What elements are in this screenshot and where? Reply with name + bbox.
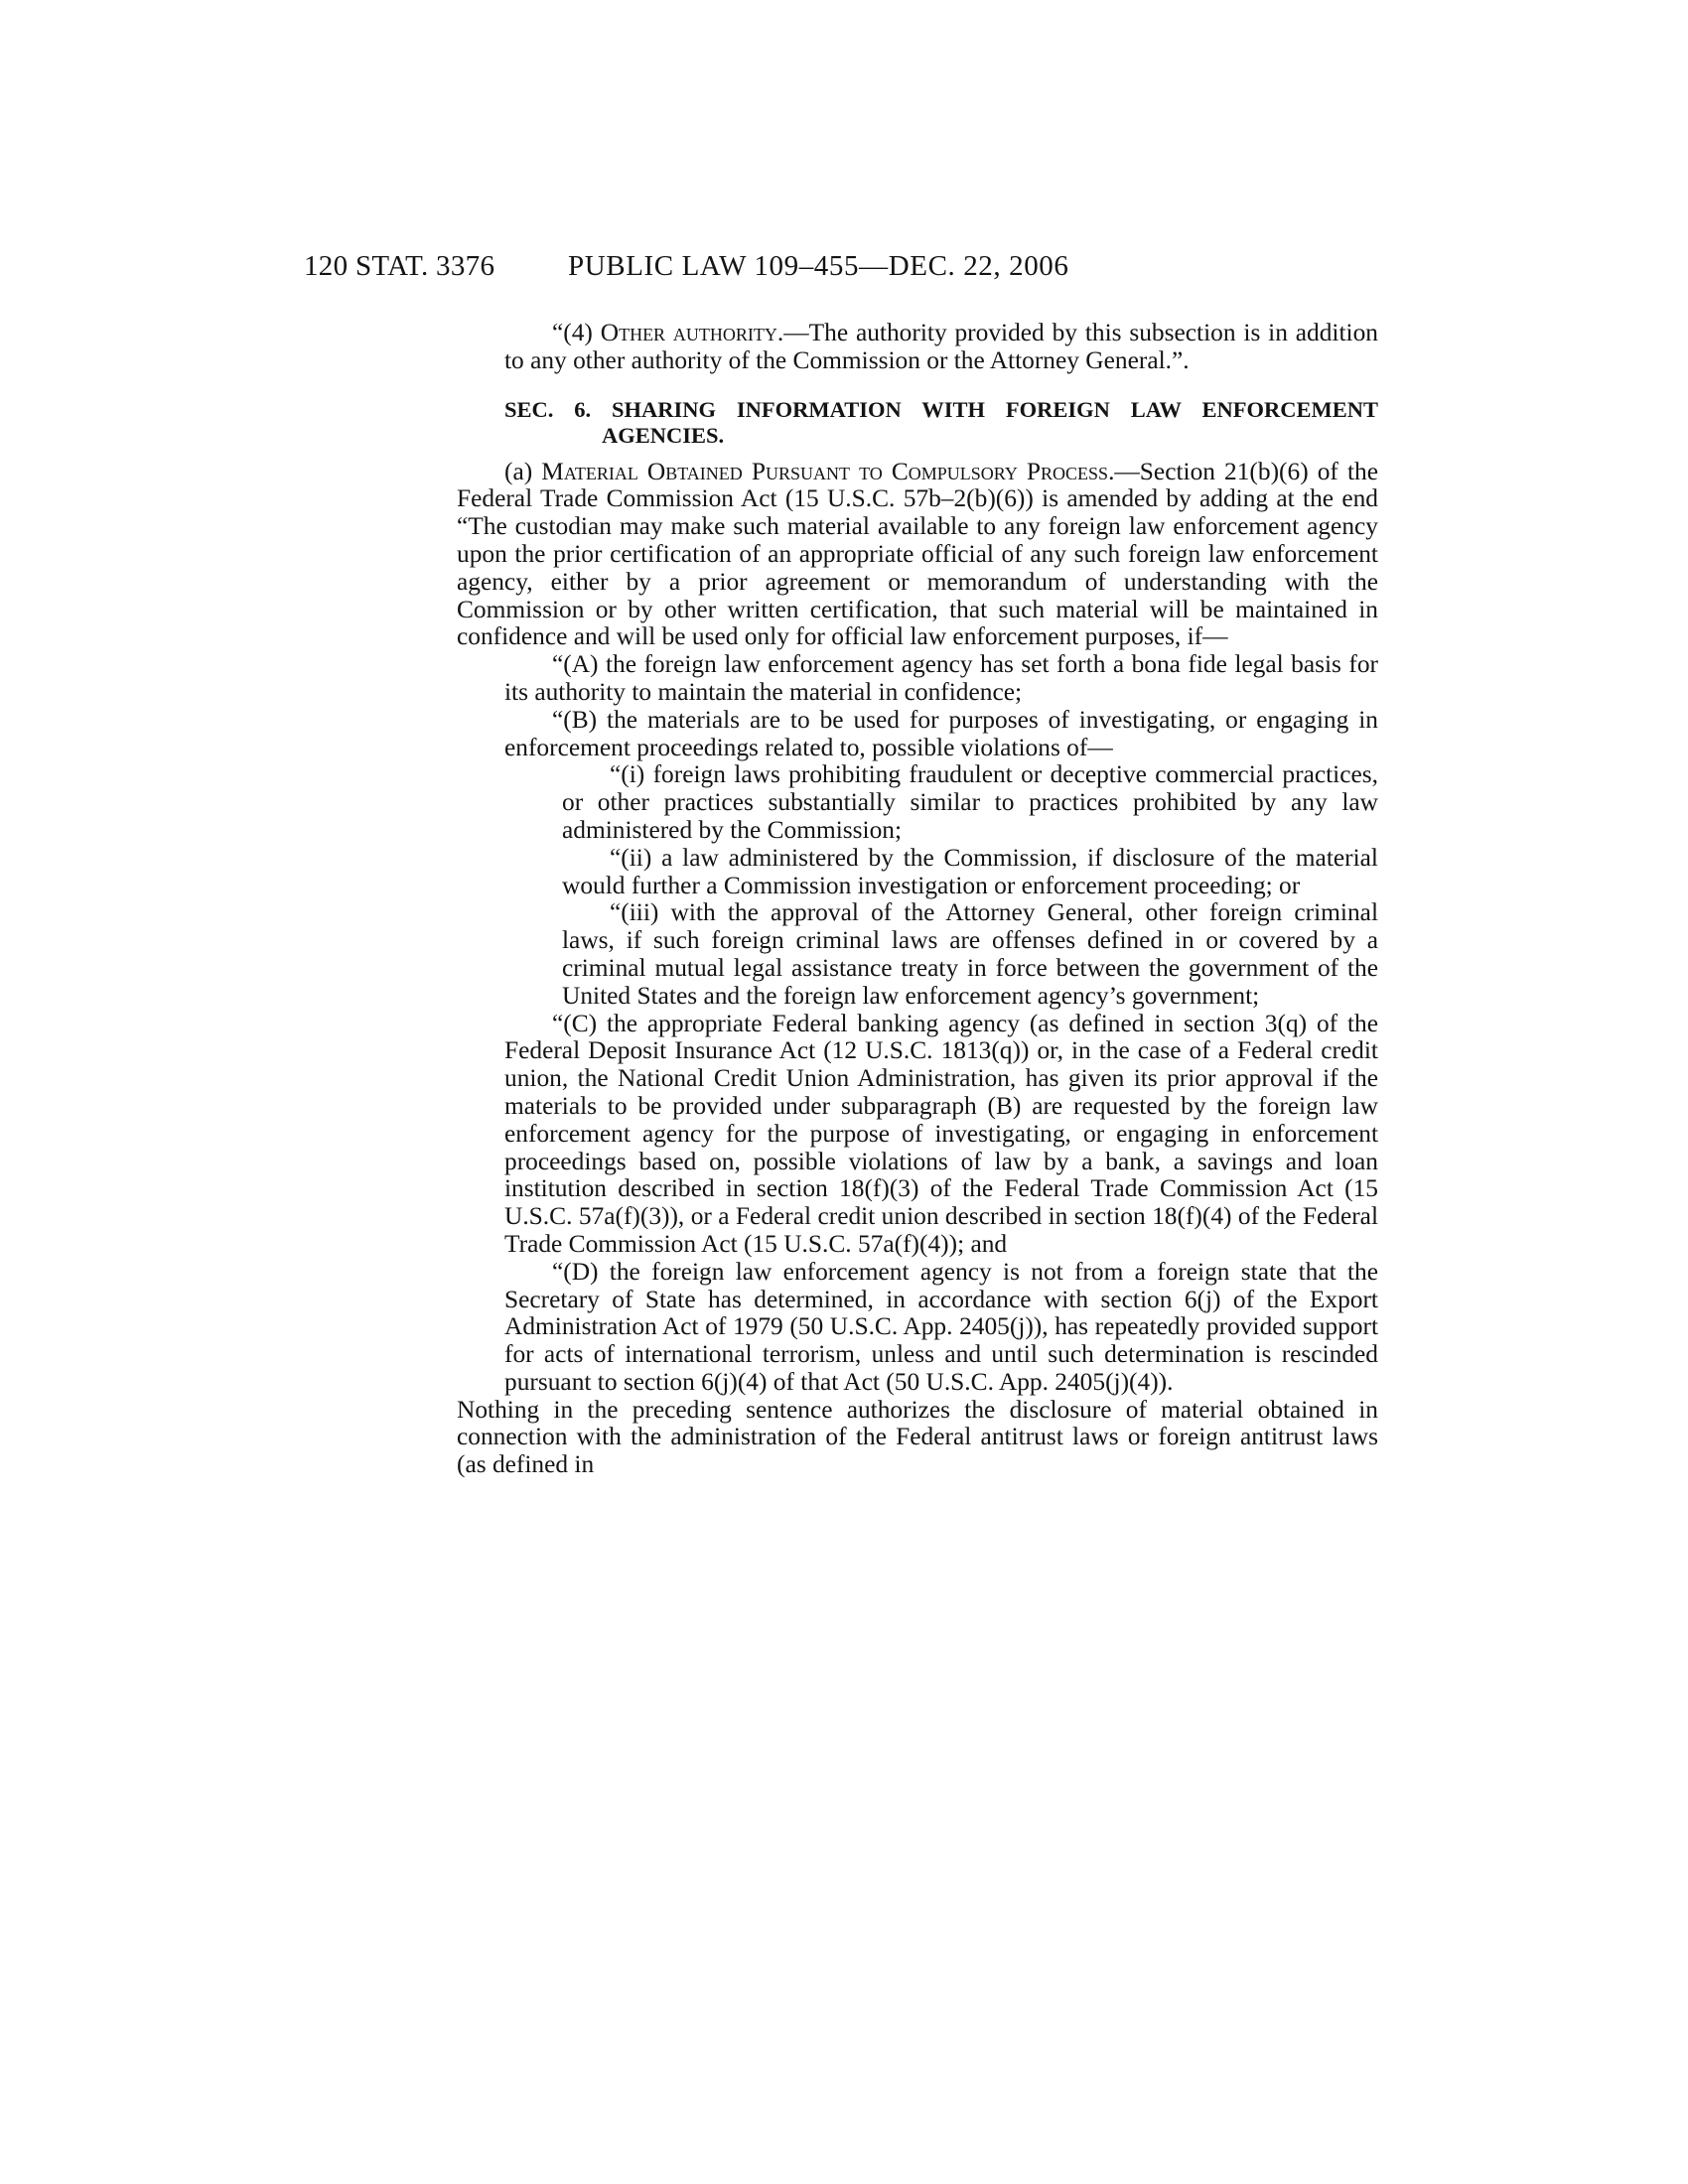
statute-page-reference: 120 STAT. 3376 <box>304 250 495 282</box>
paragraph-text: .—The authority provided by this subsection is in addition to any other authority of the Commission or the Attorney General.”. <box>504 319 1378 374</box>
item-iii: “(iii) with the approval of the Attorney General, other foreign criminal laws, if such foreign criminal laws are offenses defined in or covered by a criminal mutual legal assistance treaty in force between the government of the United States and the foreign law enforcement agency’s government; <box>562 898 1378 1010</box>
item-b: “(B) the materials are to be used for purposes of investigating, or engaging in enforcement proceedings related to, possible violations of— <box>504 705 1378 761</box>
item-d: “(D) the foreign law enforcement agency is not from a foreign state that the Secretary of State has determined, in accordance with section 6(j) of the Export Administration Act of 1979 (50 U.S.C. App. 2405(j)), has repeatedly provided support for acts of international terrorism, unless and until such determination is rescinded pursuant to section 6(j)(4) of that Act (50 U.S.C. App. 2405(j)(4)). <box>504 1257 1378 1396</box>
closing-paragraph: Nothing in the preceding sentence authorizes the disclosure of material obtained in connection with the administration of the Federal antitrust laws or foreign antitrust laws (as defined in <box>457 1395 1378 1479</box>
subsection-a <box>457 459 1378 652</box>
paragraph-other-authority <box>504 320 1378 375</box>
public-law-reference: PUBLIC LAW 109–455—DEC. 22, 2006 <box>568 250 1069 282</box>
item-i: “(i) foreign laws prohibiting fraudulent or deceptive commercial practices, or other practices substantially similar to practices prohibited by any law administered by the Commission; <box>562 760 1378 844</box>
paragraph-heading: Other authority <box>600 319 777 346</box>
paragraph-number: “(4) <box>552 319 601 346</box>
subsection-heading: Material Obtained Pursuant to Compulsory Process <box>541 457 1109 485</box>
running-header <box>0 250 1688 290</box>
section-heading: SEC. 6. SHARING INFORMATION WITH FOREIGN LAW ENFORCEMENT AGENCIES. <box>504 396 1378 448</box>
subsection-number: (a) <box>504 457 542 485</box>
document-body <box>457 319 1378 1479</box>
subsection-text: .—Section 21(b)(6) of the Federal Trade Commission Act (15 U.S.C. 57b–2(b)(6)) is amended by adding at the end “The custodian may make such material available to any foreign law enforcement agency upon the prior certification of an appropriate official of any such foreign law enforcement agency, either by a prior agreement or memorandum of understanding with the Commission or by other written certification, that such material will be maintained in confidence and will be used only for official law enforcement purposes, if— <box>457 457 1378 651</box>
item-c: “(C) the appropriate Federal banking agency (as defined in section 3(q) of the Federal Deposit Insurance Act (12 U.S.C. 1813(q)) or, in the case of a Federal credit union, the National Credit Union Administration, has given its prior approval if the materials to be provided under subparagraph (B) are requested by the foreign law enforcement agency for the purpose of investigating, or engaging in enforcement proceedings based on, possible violations of law by a bank, a savings and loan institution described in section 18(f)(3) of the Federal Trade Commission Act (15 U.S.C. 57a(f)(3)), or a Federal credit union described in section 18(f)(4) of the Federal Trade Commission Act (15 U.S.C. 57a(f)(4)); and <box>504 1009 1378 1258</box>
item-ii: “(ii) a law administered by the Commission, if disclosure of the material would further a Commission investigation or enforcement proceeding; or <box>562 843 1378 899</box>
item-a: “(A) the foreign law enforcement agency has set forth a bona fide legal basis for its authority to maintain the material in confidence; <box>504 650 1378 706</box>
